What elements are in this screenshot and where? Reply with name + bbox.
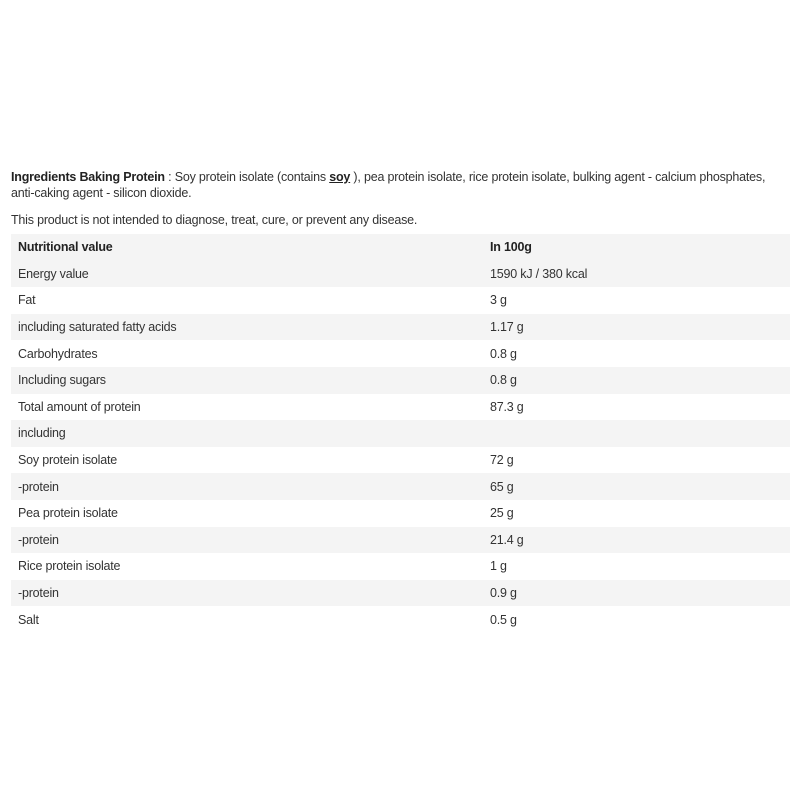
row-value: 21.4 g xyxy=(490,532,524,547)
row-label: Fat xyxy=(18,293,36,308)
row-value: 0.8 g xyxy=(490,346,517,361)
row-value: 87.3 g xyxy=(490,399,524,414)
table-row xyxy=(11,394,790,421)
table-row xyxy=(11,340,790,367)
row-value: 0.5 g xyxy=(490,612,517,627)
table-row xyxy=(11,314,790,341)
header-nutritional-value: Nutritional value xyxy=(18,240,113,255)
row-label: Including sugars xyxy=(18,373,106,388)
row-label: Energy value xyxy=(18,266,89,281)
row-value xyxy=(483,420,790,447)
ingredients-label: Ingredients Baking Protein xyxy=(11,170,165,184)
table-row xyxy=(11,606,790,633)
table-row xyxy=(11,527,790,554)
allergen-highlight: soy xyxy=(329,170,351,184)
row-value: 0.8 g xyxy=(490,373,517,388)
table-row xyxy=(11,580,790,607)
row-label: Total amount of protein xyxy=(18,399,141,414)
row-value: 1 g xyxy=(490,559,507,574)
row-value: 3 g xyxy=(490,293,507,308)
disclaimer-text: This product is not intended to diagnose, treat, cure, or prevent any disease. xyxy=(11,213,418,227)
table-row xyxy=(11,473,790,500)
table-header-row xyxy=(11,234,790,261)
row-label: Rice protein isolate xyxy=(18,559,121,574)
product-info xyxy=(11,169,790,633)
row-label: -protein xyxy=(18,532,59,547)
nutrition-table xyxy=(11,234,790,633)
table-row xyxy=(11,287,790,314)
ingredients-paragraph xyxy=(11,169,790,201)
table-row xyxy=(11,261,790,288)
row-label: Salt xyxy=(18,612,39,627)
row-value: 72 g xyxy=(490,453,514,468)
row-label: including saturated fatty acids xyxy=(18,320,177,335)
row-value: 25 g xyxy=(490,506,514,521)
table-row xyxy=(11,447,790,474)
row-value: 1590 kJ / 380 kcal xyxy=(490,266,588,281)
ingredients-text-end: ), pea protein isolate, rice protein isolate, bulking agent - calcium phosphates, anti-caking agent - silicon dioxide. xyxy=(11,170,766,200)
row-label: Pea protein isolate xyxy=(18,506,118,521)
row-value: 0.9 g xyxy=(490,586,517,601)
ingredients-separator: : xyxy=(164,170,175,184)
row-label: -protein xyxy=(18,586,59,601)
table-row xyxy=(11,553,790,580)
table-row xyxy=(11,420,790,447)
row-label: Carbohydrates xyxy=(18,346,98,361)
row-value: 1.17 g xyxy=(490,320,524,335)
table-row xyxy=(11,500,790,527)
row-label: including xyxy=(18,426,66,441)
row-label: -protein xyxy=(18,479,59,494)
header-in-100g: In 100g xyxy=(490,240,532,255)
ingredients-text-start: Soy protein isolate (contains xyxy=(174,170,330,184)
row-label: Soy protein isolate xyxy=(18,453,118,468)
table-row xyxy=(11,367,790,394)
row-value: 65 g xyxy=(490,479,514,494)
